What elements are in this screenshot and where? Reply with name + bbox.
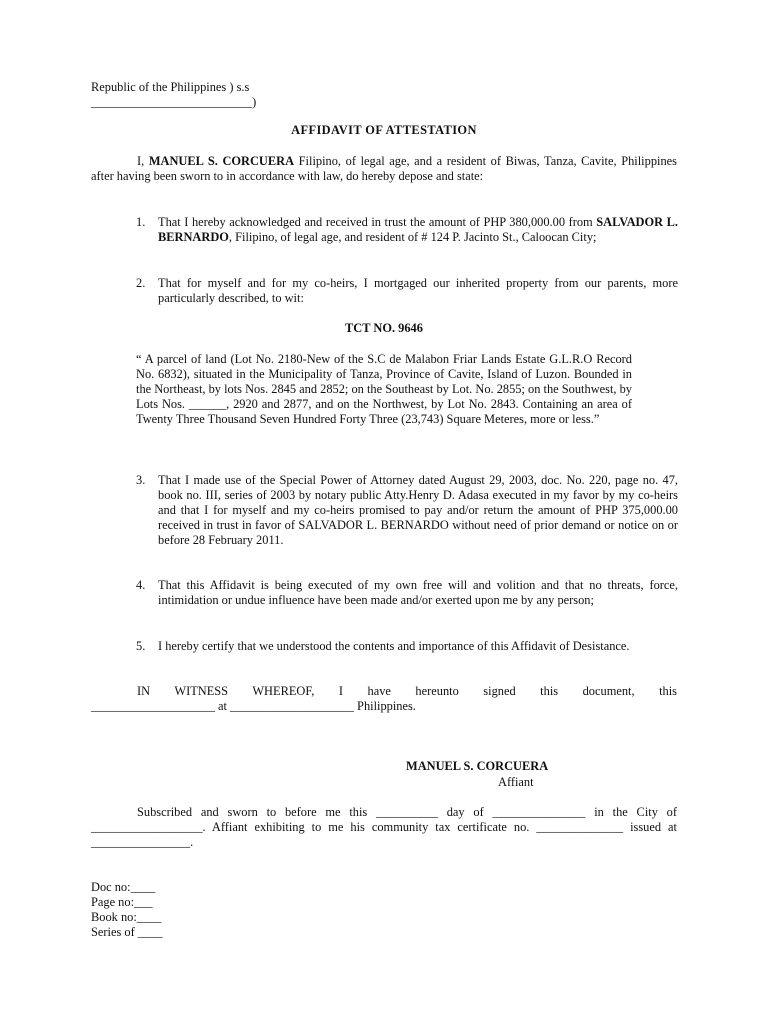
item-number: 4. xyxy=(136,578,146,592)
venue-line-2: __________________________) xyxy=(91,95,257,109)
creditor-name-inline: SALVADOR L. BERNARDO xyxy=(158,215,678,244)
affiant-signature-name: MANUEL S. CORCUERA xyxy=(406,759,549,773)
item-text: That this Affidavit is being executed of my own free will and volition and that no threats, force, intimidation or undue influence have been made and/or exerted upon me by any person; xyxy=(158,578,678,607)
property-description: “ A parcel of land (Lot No. 2180-New of the S.C de Malabon Friar Lands Estate G.L.R.O Record No. 6832), situated in the Municipality of Tanza, Province of Cavite, Island of Luzon. Bounded in the Northeast, by lots Nos. 2845 and 2852; on the Southeast by Lot. No. 2855; on the Southwest, by Lots Nos. ______, 2920 and 2877, and on the Northwest, by Lot No. 2843. Containing an area of Twenty Three Thousand Seven Hundred Forty Three (23,743) Square Meteres, more or less.” xyxy=(136,352,632,426)
witness-paragraph xyxy=(91,684,677,714)
item-text xyxy=(158,215,678,245)
item-number: 5. xyxy=(136,639,146,653)
series-number: Series of ____ xyxy=(91,925,163,939)
intro-text: Filipino, of legal age, and a resident of Biwas, Tanza, Cavite, Philippines after having been sworn to in accordance with law, do hereby depose and state: xyxy=(91,154,677,183)
intro-paragraph xyxy=(91,154,677,184)
item-text-part: That I hereby acknowledged and received in trust the amount of PHP 380,000.00 from xyxy=(158,215,597,229)
item-number: 3. xyxy=(136,473,146,487)
venue-line-1: Republic of the Philippines ) s.s xyxy=(91,80,250,94)
affiant-role: Affiant xyxy=(498,775,534,789)
item-number: 2. xyxy=(136,276,146,290)
item-text: I hereby certify that we understood the contents and importance of this Affidavit of Desistance. xyxy=(158,639,630,653)
notary-registry xyxy=(91,880,163,940)
jurat-paragraph: Subscribed and sworn to before me this __________ day of _______________ in the City of __________________. Affiant exhibiting to me his community tax certificate no. ______________ issued at ________________. xyxy=(91,805,677,849)
affiant-name-inline: MANUEL S. CORCUERA xyxy=(148,154,295,168)
tct-title: TCT NO. 9646 xyxy=(345,321,423,335)
doc-number: Doc no:____ xyxy=(91,880,156,894)
witness-line-2: ____________________ at ____________________ Philippines. xyxy=(91,699,416,713)
venue-header xyxy=(91,80,256,110)
book-number: Book no:____ xyxy=(91,910,162,924)
page-number: Page no:___ xyxy=(91,895,153,909)
item-text: That for myself and for my co-heirs, I mortgaged our inherited property from our parents, more particularly described, to wit: xyxy=(158,276,678,305)
item-text-part: , Filipino, of legal age, and resident of # 124 P. Jacinto St., Caloocan City; xyxy=(228,230,597,244)
item-text: That I made use of the Special Power of Attorney dated August 29, 2003, doc. No. 220, page no. 47, book no. III, series of 2003 by notary public Atty.Henry D. Adasa executed in my favor by my co-heirs and that I for myself and my co-heirs promised to pay and/or return the amount of PHP 375,000.00 received in trust in favor of SALVADOR L. BERNARDO without need of prior demand or notice on or before 28 February 2011. xyxy=(158,473,678,547)
intro-prefix: I, xyxy=(137,154,149,168)
document-title: AFFIDAVIT OF ATTESTATION xyxy=(291,123,477,137)
item-number: 1. xyxy=(136,215,146,229)
witness-line-1: IN WITNESS WHEREOF, I have hereunto signed this document, this xyxy=(137,684,677,698)
